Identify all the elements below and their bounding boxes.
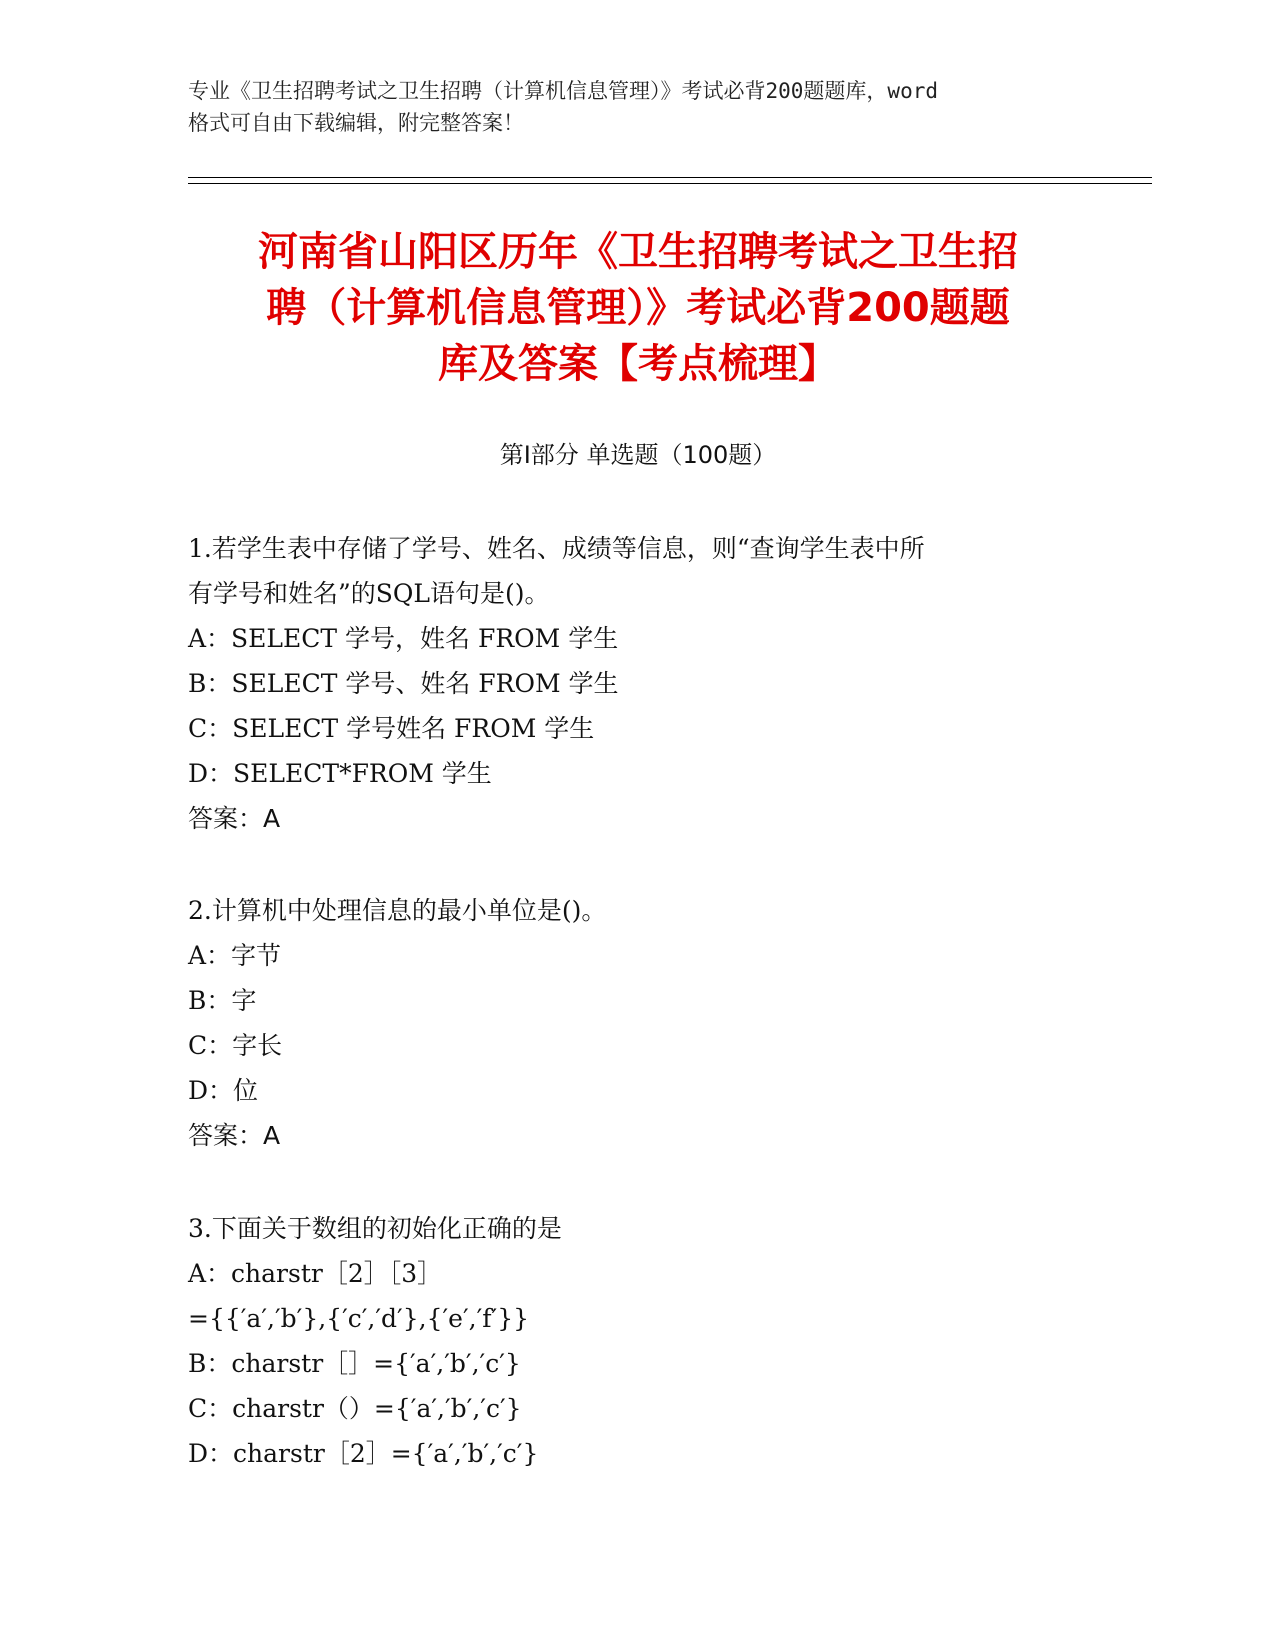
intro-text [188, 75, 1088, 139]
answer-label: 答案：A [188, 1121, 281, 1150]
option-c: C：字长 [188, 1031, 283, 1060]
question-stem: 2.计算机中处理信息的最小单位是()。 [188, 896, 607, 925]
title-line: 河南省山阳区历年《卫生招聘考试之卫生招 [258, 229, 1018, 275]
option-d: D：位 [188, 1076, 259, 1105]
header-divider [188, 183, 1152, 184]
question-3 [188, 1206, 1088, 1476]
option-c: C：SELECT 学号姓名 FROM 学生 [188, 714, 595, 743]
document-title [188, 224, 1088, 392]
header-divider [188, 177, 1152, 178]
option-d: D：charstr［2］={′a′,′b′,′c′} [188, 1439, 539, 1468]
option-a: A：charstr［2］［3］ [188, 1259, 443, 1288]
option-b: B：字 [188, 986, 257, 1015]
question-stem: 有学号和姓名”的SQL语句是()。 [188, 579, 550, 608]
option-d: D：SELECT*FROM 学生 [188, 759, 492, 788]
question-stem: 3.下面关于数组的初始化正确的是 [188, 1214, 562, 1243]
intro-line: 专业《卫生招聘考试之卫生招聘（计算机信息管理）》考试必背200题题库，word [188, 79, 938, 103]
option-a: A：字节 [188, 941, 282, 970]
question-2 [188, 888, 1088, 1158]
question-stem: 1.若学生表中存储了学号、姓名、成绩等信息，则“查询学生表中所 [188, 534, 925, 563]
title-line: 库及答案【考点梳理】 [438, 341, 838, 387]
option-c: C：charstr（）={′a′,′b′,′c′} [188, 1394, 522, 1423]
intro-line: 格式可自由下载编辑，附完整答案！ [188, 111, 524, 135]
option-a: A：SELECT 学号，姓名 FROM 学生 [188, 624, 619, 653]
option-a-continued: ={{′a′,′b′},{′c′,′d′},{′e′,′f′}} [188, 1304, 530, 1333]
answer-label: 答案：A [188, 804, 281, 833]
question-1 [188, 526, 1088, 841]
option-b: B：SELECT 学号、姓名 FROM 学生 [188, 669, 619, 698]
option-b: B：charstr［］={′a′,′b′,′c′} [188, 1349, 521, 1378]
title-line: 聘（计算机信息管理）》考试必背200题题 [266, 285, 1010, 331]
section-heading: 第Ⅰ部分 单选题（100题） [499, 441, 777, 469]
